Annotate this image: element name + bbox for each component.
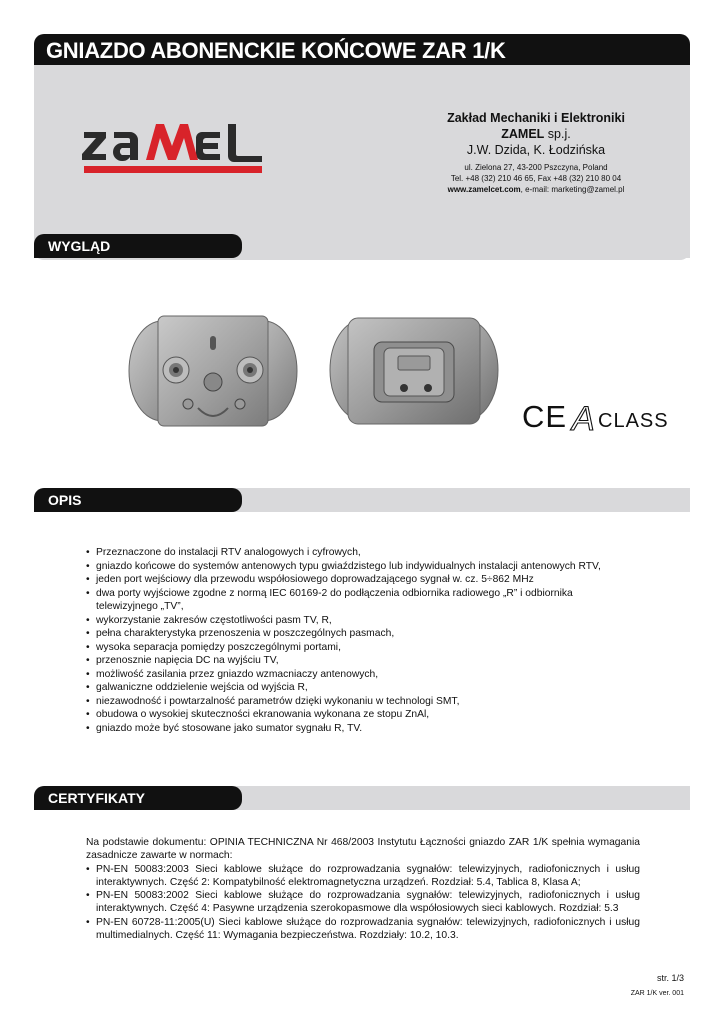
certificates-list [86,863,640,943]
section-description-bar [34,488,690,512]
list-item: • gniazdo końcowe do systemów antenowych typu gwiaździstego lub indywidualnych instalacji antenowych RTV, [86,560,626,574]
title-bar [34,34,690,65]
list-item: • pełna charakterystyka przenoszenia w poszczególnych pasmach, [86,627,626,641]
company-web-link[interactable]: www.zamelcet.com [447,185,521,194]
list-item: • możliwość zasilania przez gniazdo wzmacniaczy antenowych, [86,668,626,682]
list-item: • Przeznaczone do instalacji RTV analogowych i cyfrowych, [86,546,626,560]
page-title: GNIAZDO ABONENCKIE KOŃCOWE ZAR 1/K [46,38,506,63]
section-description-tab [34,488,242,512]
aclass-text: CLASS [598,410,669,432]
company-address: ul. Zielona 27, 43-200 Pszczyna, Poland [464,163,608,172]
section-appearance-title: WYGLĄD [48,238,111,254]
product-back-image [328,312,500,430]
company-name: Zakład Mechaniki i Elektroniki [447,111,625,125]
list-item: • gniazdo może być stosowane jako sumator sygnału R, TV. [86,722,626,736]
certificates-intro: Na podstawie dokumentu: OPINIA TECHNICZNA Nr 468/2003 Instytutu Łączności gniazdo ZAR 1/K spełnia wymagania zasadnicze zawarte w normach: [86,837,640,862]
section-certificates-bar [34,786,690,810]
list-item: • wykorzystanie zakresów częstotliwości pasm TV, R, [86,614,626,628]
list-item: • jeden port wejściowy dla przewodu współosiowego doprowadzającego sygnał w. cz. 5÷862 MHz [86,573,626,587]
list-item: • PN-EN 60728-11:2005(U) Sieci kablowe służące do rozprowadzania sygnałów: telewizyjnych, radiofonicznych i usług multimedialnych. Część 11: Wymagania bezpieczeństwa. Rozdziały: 10.2, 10.3. [86,916,640,943]
document-version: ZAR 1/K ver. 001 [630,990,684,997]
company-contact [400,184,672,195]
zamel-logo [80,120,268,178]
product-front-image [128,312,298,430]
company-brand-suffix: sp.j. [544,127,571,141]
list-item: • PN-EN 50083:2003 Sieci kablowe służące do rozprowadzania sygnałów: telewizyjnych, radiofonicznych i usług interaktywnych. Część 2: Kompatybilność elektromagnetyczna urządzeń. Rozdział: 5.4, Tablica 8, Klasa A; [86,863,640,890]
section-certificates-title: CERTYFIKATY [48,790,145,806]
company-info [400,110,672,195]
company-brand: ZAMEL [501,127,545,141]
ce-aclass-marks [522,398,672,434]
section-description-title: OPIS [48,492,82,508]
company-brand-line [400,126,672,142]
company-email[interactable]: , e-mail: marketing@zamel.pl [520,185,625,194]
certificates-block [86,836,640,942]
section-appearance-tab [34,234,242,258]
aclass-letter: A [572,400,595,434]
section-appearance-bar [34,234,690,258]
page-number: str. 1/3 [656,973,684,983]
list-item: • wysoka separacja pomiędzy poszczególnymi portami, [86,641,626,655]
list-item: • galwaniczne oddzielenie wejścia od wyjścia R, [86,681,626,695]
section-certificates-tab [34,786,242,810]
company-phone: Tel. +48 (32) 210 46 65, Fax +48 (32) 210 80 04 [450,174,622,183]
ce-mark: CE [522,399,568,434]
list-item: • dwa porty wyjściowe zgodne z normą IEC 60169-2 do podłączenia odbiornika radiowego „R” i odbiornika telewizyjnego „TV”, [86,587,626,614]
description-list [86,546,626,735]
list-item: • obudowa o wysokiej skuteczności ekranowania wykonana ze stopu ZnAl, [86,708,626,722]
list-item: • przenosznie napięcia DC na wyjściu TV, [86,654,626,668]
list-item: • PN-EN 50083:2002 Sieci kablowe służące do rozprowadzania sygnałów: telewizyjnych, radiofonicznych i usług interaktywnych. Część 4: Pasywne urządzenia szerokopasmowe dla współosiowych sieci kablowych. Rozdział: 5.3 [86,889,640,916]
company-owners: J.W. Dzida, K. Łodzińska [466,143,606,157]
list-item: • niezawodność i powtarzalność parametrów dzięki wykonaniu w technologi SMT, [86,695,626,709]
